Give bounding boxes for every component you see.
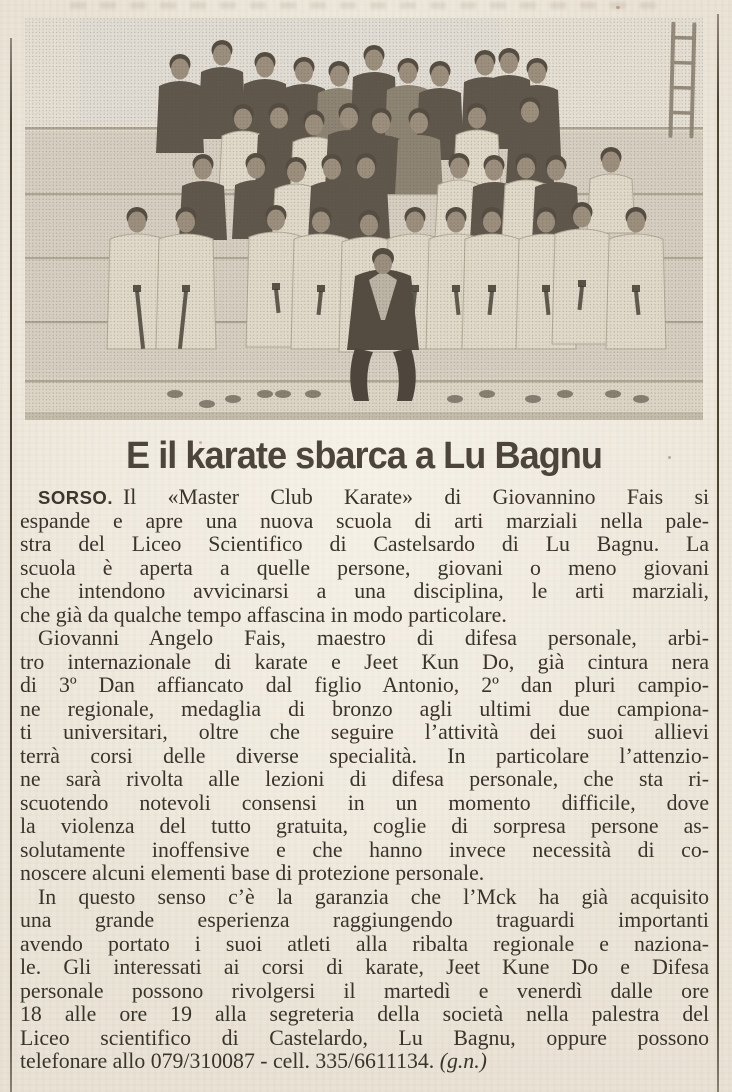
article-line: avendo portato i suoi atleti alla ribalta regionale e naziona-	[20, 931, 709, 956]
halftone-overlay-2	[25, 18, 703, 420]
bleed-through-marks	[70, 2, 670, 9]
article-line: In questo senso c’è la garanzia che l’Mck ha già acquisito	[38, 884, 709, 909]
article-line: Giovanni Angelo Fais, maestro di difesa personale, arbi-	[38, 626, 709, 650]
article-line: 18 alle ore 19 alla segreteria della società nella palestra del	[20, 1002, 709, 1026]
article-line: la violenza del tutto gratuita, coglie di sorpresa persone as-	[20, 814, 709, 838]
headline: E il karate sbarca a Lu Bagnu	[125, 435, 603, 477]
article-line: che già da qualche tempo affascina in modo particolare.	[20, 602, 507, 627]
article-line: che intendono avvicinarsi a una disciplina, le arti marziali,	[20, 579, 709, 603]
article-line: espande e apre una nuova scuola di arti marziali nella pale-	[20, 508, 709, 533]
right-column-rule	[717, 14, 719, 1092]
article-line: ne regionale, medaglia di bronzo agli ultimi due campiona-	[20, 696, 709, 721]
article-line: ne sarà rivolta alle lezioni di difesa personale, che sta ri-	[20, 767, 709, 791]
article-line: solutamente inoffensive e che hanno invece necessità di co-	[20, 837, 709, 862]
article-line: stra del Liceo Scientifico di Castelsardo di Lu Bagnu. La	[20, 532, 709, 556]
article-line: noscere alcuni elementi base di protezione personale.	[20, 861, 485, 885]
author-initials: (g.n.)	[434, 1049, 487, 1073]
article-line: ti universitari, oltre che seguire l’attività dei suoi allievi	[20, 720, 709, 744]
article-line: scuola è aperta a quelle persone, giovani o meno giovani	[20, 555, 709, 580]
article-line: terrà corsi delle diverse specialità. In particolare l’attenzio-	[20, 743, 709, 768]
article-line: SORSO. Il «Master Club Karate» di Giovannino Fais si	[38, 485, 709, 509]
group-photo	[25, 18, 703, 420]
article-line: le. Gli interessati ai corsi di karate, Jeet Kune Do e Difesa	[20, 955, 709, 979]
left-column-rule	[10, 38, 12, 1092]
article-line: una grande esperienza raggiungendo traguardi importanti	[20, 908, 709, 932]
article-line: Liceo scientifico di Castelardo, Lu Bagnu, oppure possono	[20, 1025, 709, 1050]
article-line: personale possono rivolgersi il martedì e venerdì dalle ore	[20, 978, 709, 1003]
article-body	[20, 486, 709, 1074]
paper-speck	[616, 6, 620, 9]
article-line: di 3º Dan affiancato dal figlio Antonio, 2º dan pluri campio-	[20, 673, 709, 697]
dateline-lead: SORSO.	[38, 487, 113, 508]
article-line: telefonare allo 079/310087 - cell. 335/6611134. (g.n.)	[20, 1049, 487, 1073]
article-line: tro internazionale di karate e Jeet Kun Do, già cintura nera	[20, 649, 709, 674]
article-line: scuotendo notevoli consensi in un momento difficile, dove	[20, 790, 709, 815]
